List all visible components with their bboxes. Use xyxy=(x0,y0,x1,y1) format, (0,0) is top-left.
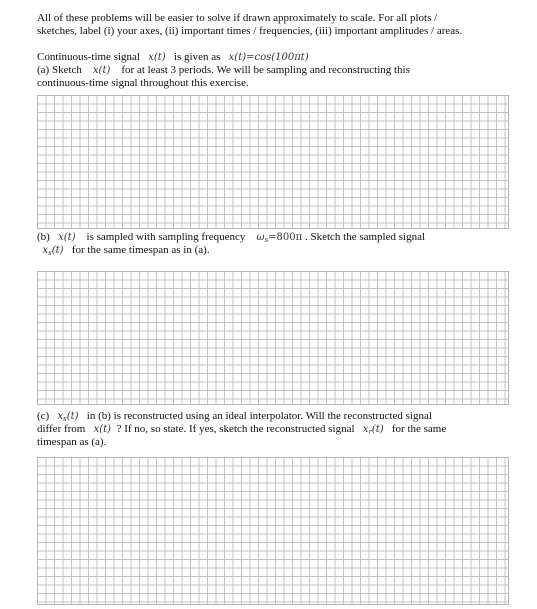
graph-grid-b[interactable] xyxy=(37,271,509,405)
signal-symbol: x(t) xyxy=(148,52,166,63)
setup-given-as: is given as xyxy=(173,51,221,63)
part-c-sampled-x: x xyxy=(57,411,64,422)
part-b-text-2: . Sketch the sampled signal xyxy=(304,231,426,243)
reconstructed-signal-subscript: r xyxy=(368,428,372,436)
part-b-text-1: is sampled with sampling frequency xyxy=(86,231,246,243)
part-b-line-2 xyxy=(37,244,517,257)
sampled-signal-symbol xyxy=(43,245,64,256)
part-a-text: for at least 3 periods. We will be sampling and reconstructing this xyxy=(121,64,410,76)
signal-equation: x(t)=cos(100πt) xyxy=(228,52,309,63)
part-a-label: (a) Sketch xyxy=(37,64,82,76)
sampled-signal-x: x xyxy=(42,245,49,256)
reconstructed-signal-arg: (t) xyxy=(371,424,384,435)
instructions xyxy=(37,12,517,38)
sampling-frequency xyxy=(256,232,302,243)
instructions-line-2: sketches, label (i) your axes, (ii) important times / frequencies, (iii) important amplitudes / areas. xyxy=(37,25,463,37)
part-a-line-2: continuous-time signal throughout this exercise. xyxy=(37,77,249,89)
part-c-sampled-subscript: s xyxy=(63,415,67,423)
part-c-text-1: in (b) is reconstructed using an ideal interpolator. Will the reconstructed signal xyxy=(86,410,432,422)
part-c-signal-symbol: x(t) xyxy=(93,424,112,435)
part-b xyxy=(37,231,517,257)
part-c-text-3: ? If no, so state. If yes, sketch the reconstructed signal xyxy=(116,423,355,435)
part-c xyxy=(37,410,517,449)
omega-subscript: s xyxy=(264,236,269,244)
reconstructed-signal-x: x xyxy=(362,424,369,435)
part-c-line-1 xyxy=(37,410,517,423)
part-c-label: (c) xyxy=(37,410,50,422)
omega-symbol: ω xyxy=(256,232,265,243)
omega-value: =800π xyxy=(268,232,303,243)
sampled-signal-arg: (t) xyxy=(51,245,64,256)
part-c-text-4: for the same xyxy=(391,423,447,435)
part-b-line-1 xyxy=(37,231,517,244)
part-c-text-2: differ from xyxy=(37,423,86,435)
part-b-signal-symbol: x(t) xyxy=(58,232,76,243)
part-a-line-1 xyxy=(37,64,517,77)
setup-lead: Continuous-time signal xyxy=(37,51,140,63)
part-c-sampled-symbol xyxy=(57,411,78,422)
part-b-label: (b) xyxy=(37,231,50,243)
problem-setup xyxy=(37,51,517,90)
part-c-sampled-arg: (t) xyxy=(66,411,79,422)
graph-grid-c[interactable] xyxy=(37,457,509,605)
part-c-line-3: timespan as (a). xyxy=(37,436,107,448)
setup-line xyxy=(37,51,517,64)
part-b-text-3: for the same timespan as in (a). xyxy=(71,244,210,256)
part-c-line-2 xyxy=(37,423,517,436)
reconstructed-signal-symbol xyxy=(363,424,384,435)
instructions-line-1: All of these problems will be easier to solve if drawn approximately to scale. For all plots / xyxy=(37,12,438,24)
sampled-signal-subscript: s xyxy=(48,249,52,257)
part-a-signal-symbol: x(t) xyxy=(92,65,111,76)
graph-grid-a[interactable] xyxy=(37,95,509,229)
